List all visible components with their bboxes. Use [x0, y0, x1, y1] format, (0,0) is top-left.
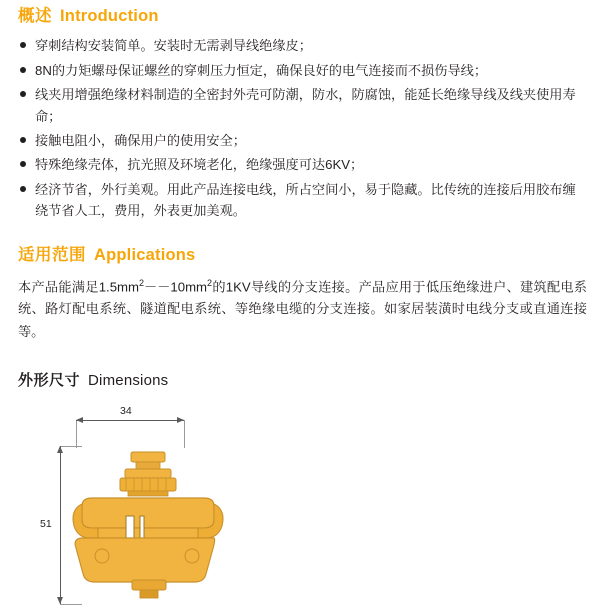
list-item: 线夹用增强绝缘材料制造的全密封外壳可防潮，防水，防腐蚀，能延长绝缘导线及线夹使用寿命；	[18, 84, 587, 127]
introduction-heading	[18, 0, 587, 27]
applications-text-1: 本产品能满足1.5mm	[18, 279, 140, 295]
height-dimension-line	[60, 446, 61, 604]
applications-superscript-2: 2	[207, 277, 213, 288]
introduction-bullet-list	[18, 35, 587, 221]
list-item: 接触电阻小，确保用户的使用安全；	[18, 130, 587, 151]
applications-text-3: 的1KV导线的分支连接。产品应用于低压绝缘进户、建筑配电系统、路灯配电系统、隧道配电系统、等绝缘电缆的分支连接。如家居装潢时电线分支或直通连接等。	[18, 279, 587, 339]
list-item: 特殊绝缘壳体，抗光照及环境老化，绝缘强度可达6KV；	[18, 154, 587, 175]
list-item: 8N的力矩螺母保证螺丝的穿刺压力恒定，确保良好的电气连接而不损伤导线；	[18, 60, 587, 81]
dimensions-heading	[18, 365, 587, 391]
product-drawing	[68, 434, 248, 614]
applications-heading	[18, 239, 587, 266]
applications-heading-cn: 适用范围	[18, 246, 86, 265]
dimensions-heading-en: Dimensions	[88, 371, 169, 389]
applications-superscript-1: 2	[139, 277, 145, 288]
introduction-body	[18, 35, 587, 221]
dimensions-heading-cn: 外形尺寸	[18, 371, 81, 389]
introduction-heading-en: Introduction	[60, 7, 159, 25]
list-item: 经济节省，外行美观。用此产品连接电线，所占空间小，易于隐藏。比传统的连接后用胶布缠绕节省人工，费用，外表更加美观。	[18, 179, 587, 222]
introduction-heading-cn: 概述	[18, 7, 52, 25]
width-dimension-label: 34	[120, 405, 132, 418]
width-dimension-line	[76, 420, 184, 421]
height-dimension-label: 51	[40, 518, 52, 531]
list-item: 穿刺结构安装简单。安装时无需剥导线绝缘皮；	[18, 35, 587, 56]
applications-text-2: －－10mm	[144, 279, 208, 295]
applications-heading-en: Applications	[94, 246, 196, 265]
applications-body	[18, 276, 587, 343]
dimensions-figure	[28, 405, 248, 608]
